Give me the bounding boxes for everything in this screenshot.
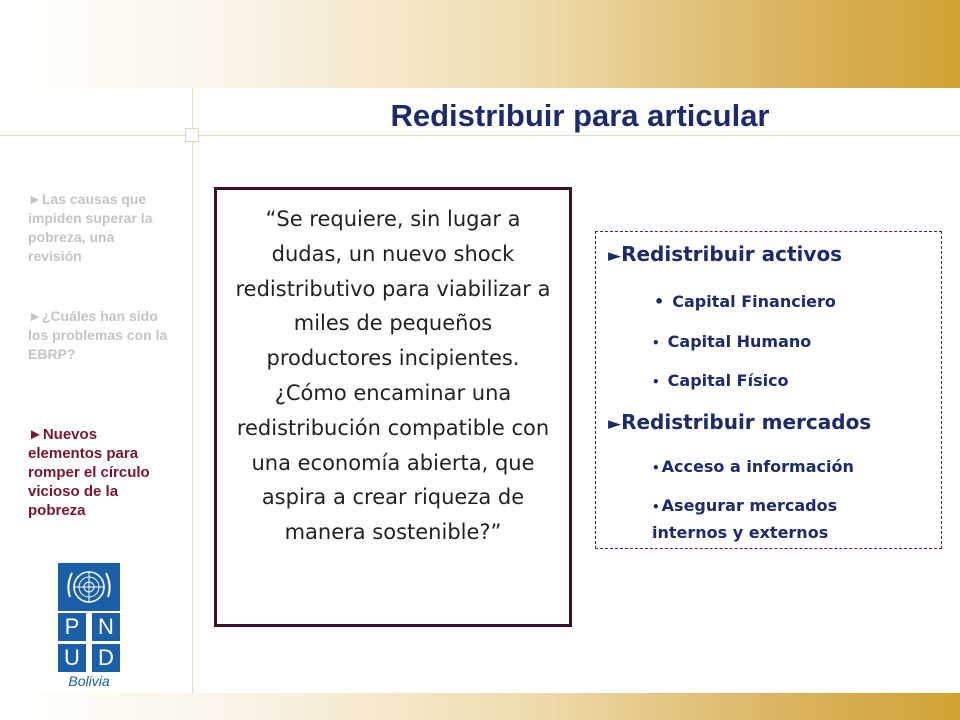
quote-box [214, 187, 572, 627]
list-item: • Capital Físico [652, 371, 789, 390]
sidebar-item-causas[interactable]: ►Las causas que impiden superar la pobreza, una revisión [28, 191, 153, 264]
logo-letter-u: U [58, 644, 86, 672]
sidebar-item-problemas[interactable]: ►¿Cuáles han sido los problemas con la EBRP? [28, 308, 168, 362]
vertical-divider [192, 88, 193, 693]
un-emblem-icon [58, 563, 120, 611]
bullet-icon: • [652, 500, 660, 514]
logo-caption: Bolivia [68, 673, 110, 689]
list-item: • Capital Financiero [654, 292, 836, 311]
bullet-icon: • [652, 461, 660, 475]
list-item: • Asegurar mercados internos y externos [652, 496, 838, 542]
pnud-logo [58, 563, 120, 692]
logo-letter-d: D [92, 644, 120, 672]
bullet-icon: • [652, 375, 660, 389]
quote-text: “Se requiere, sin lugar a dudas, un nuevo shock redistributivo para viabilizar a miles de pequeños productores incipientes. ¿Cómo encaminar una redistribución compatible con una economía abierta, que aspira a crear riqueza de manera sostenible?” [235, 207, 551, 545]
slide-title: Redistribuir para articular [390, 98, 770, 133]
list-item: • Capital Humano [652, 332, 812, 351]
logo-letter-p: P [58, 613, 86, 641]
sidebar-item-nuevos-elementos[interactable]: ►Nuevos elementos para romper el círculo vicioso de la pobreza [28, 426, 150, 519]
arrow-icon: ► [608, 246, 622, 266]
header-gradient-band [0, 0, 960, 88]
arrow-icon: ► [608, 414, 622, 434]
section-heading-mercados: ►Redistribuir mercados [608, 410, 872, 434]
bullet-icon: • [654, 292, 665, 311]
section-heading-activos: ►Redistribuir activos [608, 242, 843, 266]
list-item: • Acceso a información [652, 457, 854, 476]
logo-letter-n: N [92, 613, 120, 641]
footer-gradient-band [0, 693, 960, 720]
divider-corner-square [185, 128, 199, 142]
bullet-icon: • [652, 336, 660, 350]
redistribution-list [595, 231, 942, 549]
